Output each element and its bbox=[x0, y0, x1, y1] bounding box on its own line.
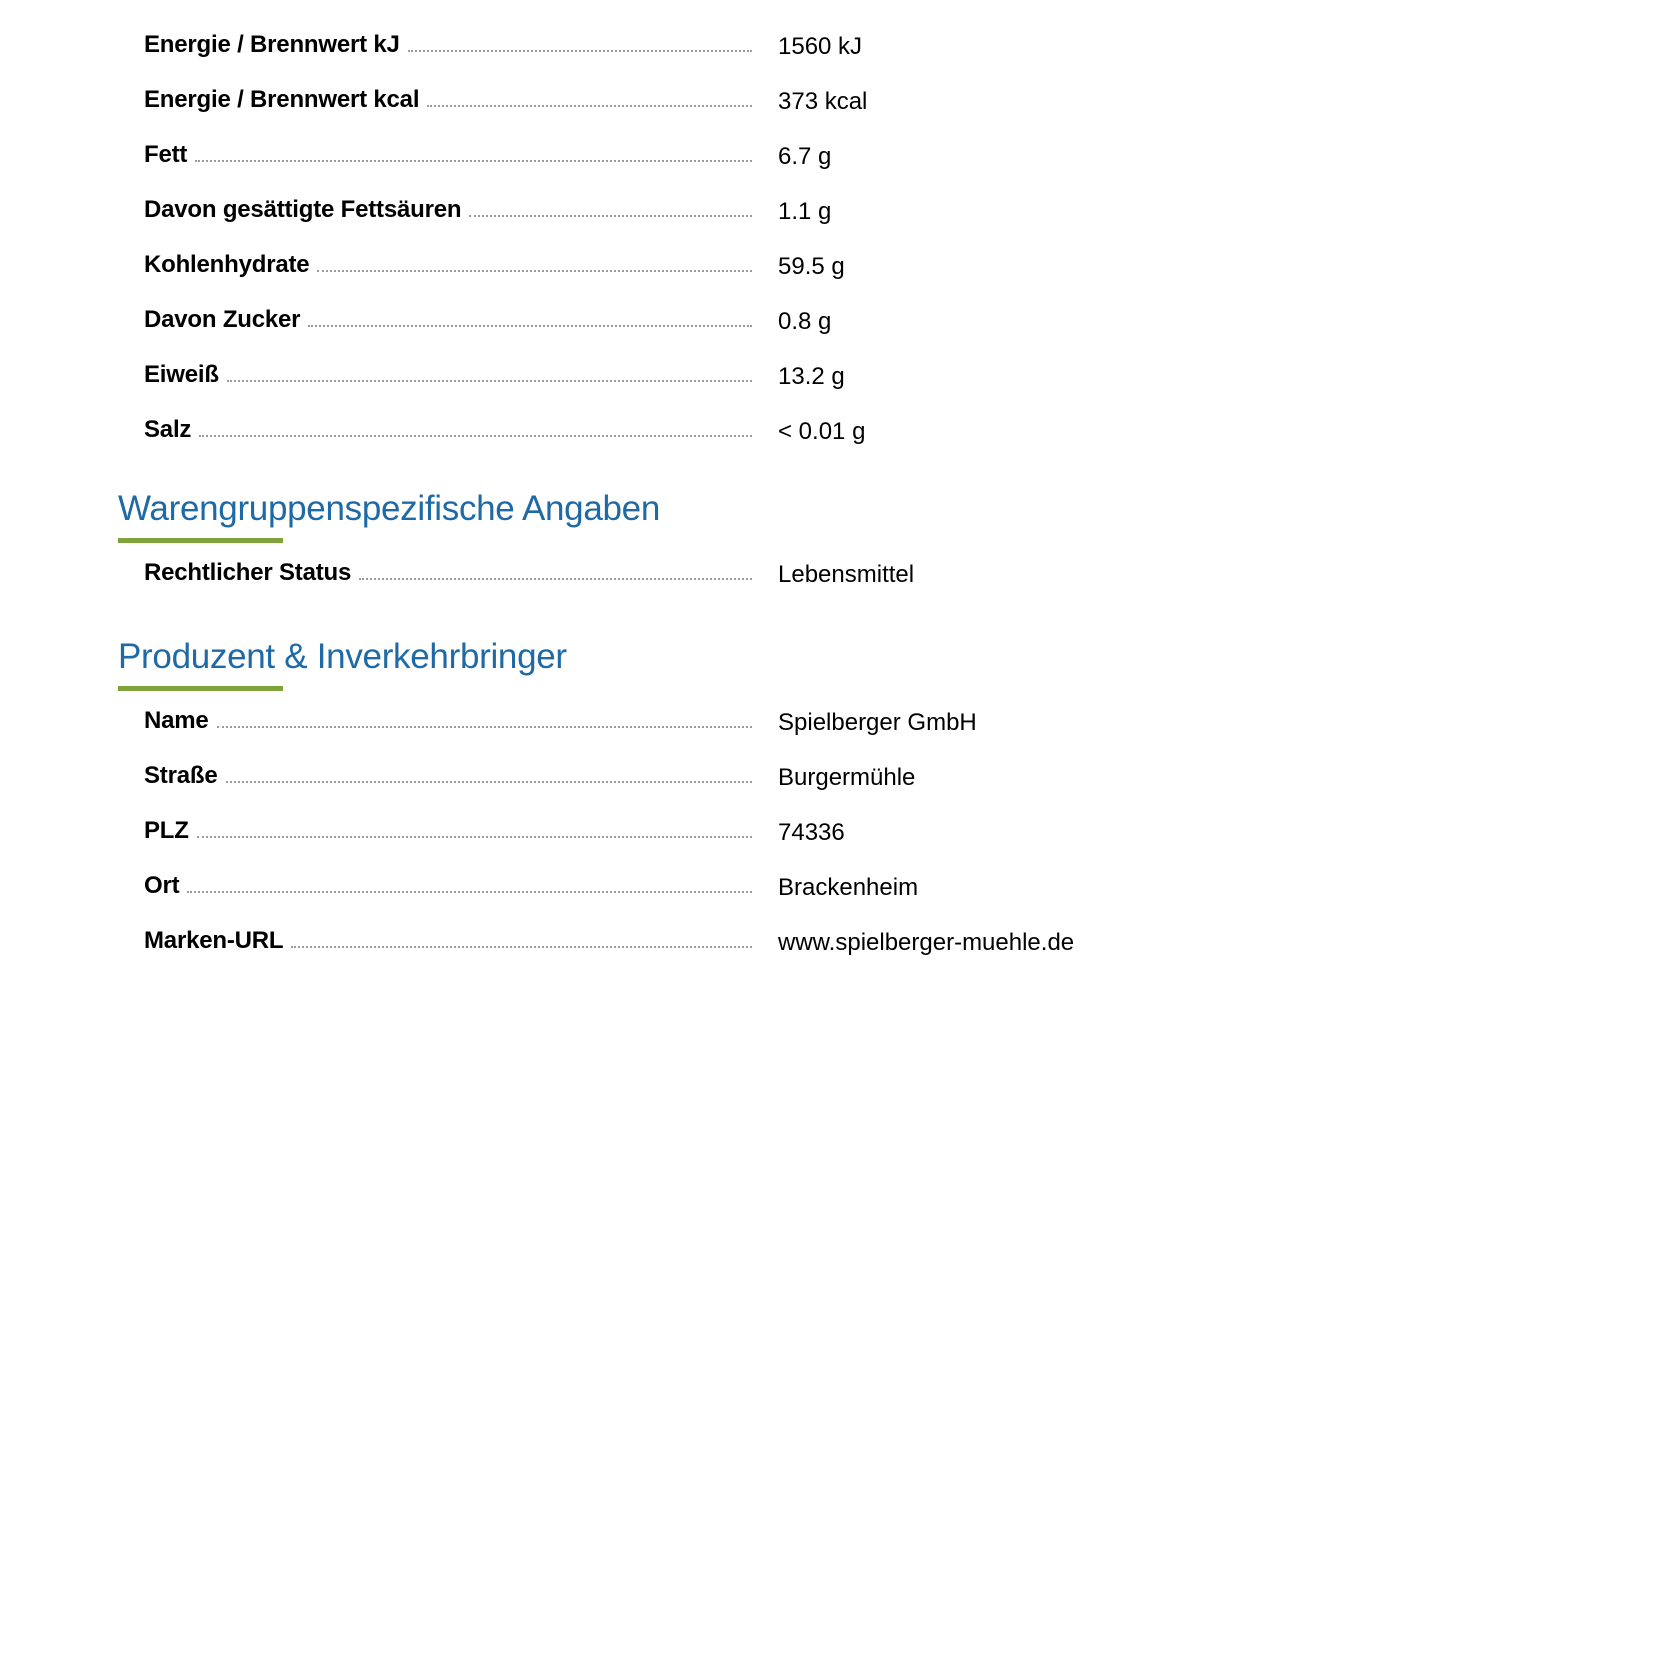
row-label: Energie / Brennwert kcal bbox=[144, 86, 420, 113]
row-value: Burgermühle bbox=[778, 764, 916, 791]
row-label: Straße bbox=[144, 762, 218, 789]
nutrition-row bbox=[144, 415, 1144, 470]
producer-row bbox=[144, 761, 1144, 816]
section-underline bbox=[118, 686, 283, 691]
dotted-leader bbox=[308, 325, 752, 327]
dotted-leader bbox=[199, 435, 752, 437]
row-value: 74336 bbox=[778, 819, 845, 846]
row-label: Marken-URL bbox=[144, 927, 284, 954]
dotted-leader bbox=[291, 946, 752, 948]
nutrition-row bbox=[144, 85, 1144, 140]
dotted-leader bbox=[408, 50, 752, 52]
row-value: < 0.01 g bbox=[778, 418, 866, 445]
producer-row bbox=[144, 926, 1144, 981]
nutrition-row bbox=[144, 250, 1144, 305]
section-heading-goods bbox=[118, 488, 660, 543]
dotted-leader bbox=[227, 380, 752, 382]
dotted-leader bbox=[197, 836, 752, 838]
row-value: 373 kcal bbox=[778, 88, 868, 115]
section-title: Produzent & Inverkehrbringer bbox=[118, 637, 567, 676]
row-value: 59.5 g bbox=[778, 253, 845, 280]
row-label: Name bbox=[144, 707, 209, 734]
nutrition-table bbox=[144, 30, 1144, 470]
dotted-leader bbox=[226, 781, 753, 783]
row-value: 0.8 g bbox=[778, 308, 832, 335]
row-label: Davon Zucker bbox=[144, 306, 301, 333]
row-value: 6.7 g bbox=[778, 143, 832, 170]
section-underline bbox=[118, 538, 283, 543]
dotted-leader bbox=[359, 578, 752, 580]
dotted-leader bbox=[427, 105, 752, 107]
nutrition-row bbox=[144, 305, 1144, 360]
dotted-leader bbox=[187, 891, 752, 893]
row-label: Fett bbox=[144, 141, 188, 168]
row-label: Davon gesättigte Fettsäuren bbox=[144, 196, 462, 223]
row-label: Kohlenhydrate bbox=[144, 251, 310, 278]
goods-row bbox=[144, 558, 1144, 613]
goods-table bbox=[144, 558, 1144, 613]
dotted-leader bbox=[195, 160, 752, 162]
row-label: Salz bbox=[144, 416, 192, 443]
row-value: 1560 kJ bbox=[778, 33, 863, 60]
nutrition-row bbox=[144, 140, 1144, 195]
row-value: 1.1 g bbox=[778, 198, 832, 225]
row-label: Ort bbox=[144, 872, 180, 899]
row-value: Brackenheim bbox=[778, 874, 919, 901]
nutrition-row bbox=[144, 195, 1144, 250]
producer-row bbox=[144, 871, 1144, 926]
row-value: 13.2 g bbox=[778, 363, 845, 390]
producer-row bbox=[144, 706, 1144, 761]
dotted-leader bbox=[317, 270, 752, 272]
row-label: PLZ bbox=[144, 817, 189, 844]
producer-row bbox=[144, 816, 1144, 871]
nutrition-row bbox=[144, 30, 1144, 85]
dotted-leader bbox=[217, 726, 752, 728]
brand-url[interactable]: www.spielberger-muehle.de bbox=[778, 929, 1075, 956]
section-heading-producer bbox=[118, 636, 567, 691]
nutrition-row bbox=[144, 360, 1144, 415]
producer-table bbox=[144, 706, 1144, 981]
row-label: Energie / Brennwert kJ bbox=[144, 31, 400, 58]
row-label: Rechtlicher Status bbox=[144, 559, 352, 586]
section-title: Warengruppenspezifische Angaben bbox=[118, 489, 661, 528]
row-label: Eiweiß bbox=[144, 361, 219, 388]
row-value: Spielberger GmbH bbox=[778, 709, 977, 736]
row-value: Lebensmittel bbox=[778, 561, 915, 588]
dotted-leader bbox=[469, 215, 752, 217]
